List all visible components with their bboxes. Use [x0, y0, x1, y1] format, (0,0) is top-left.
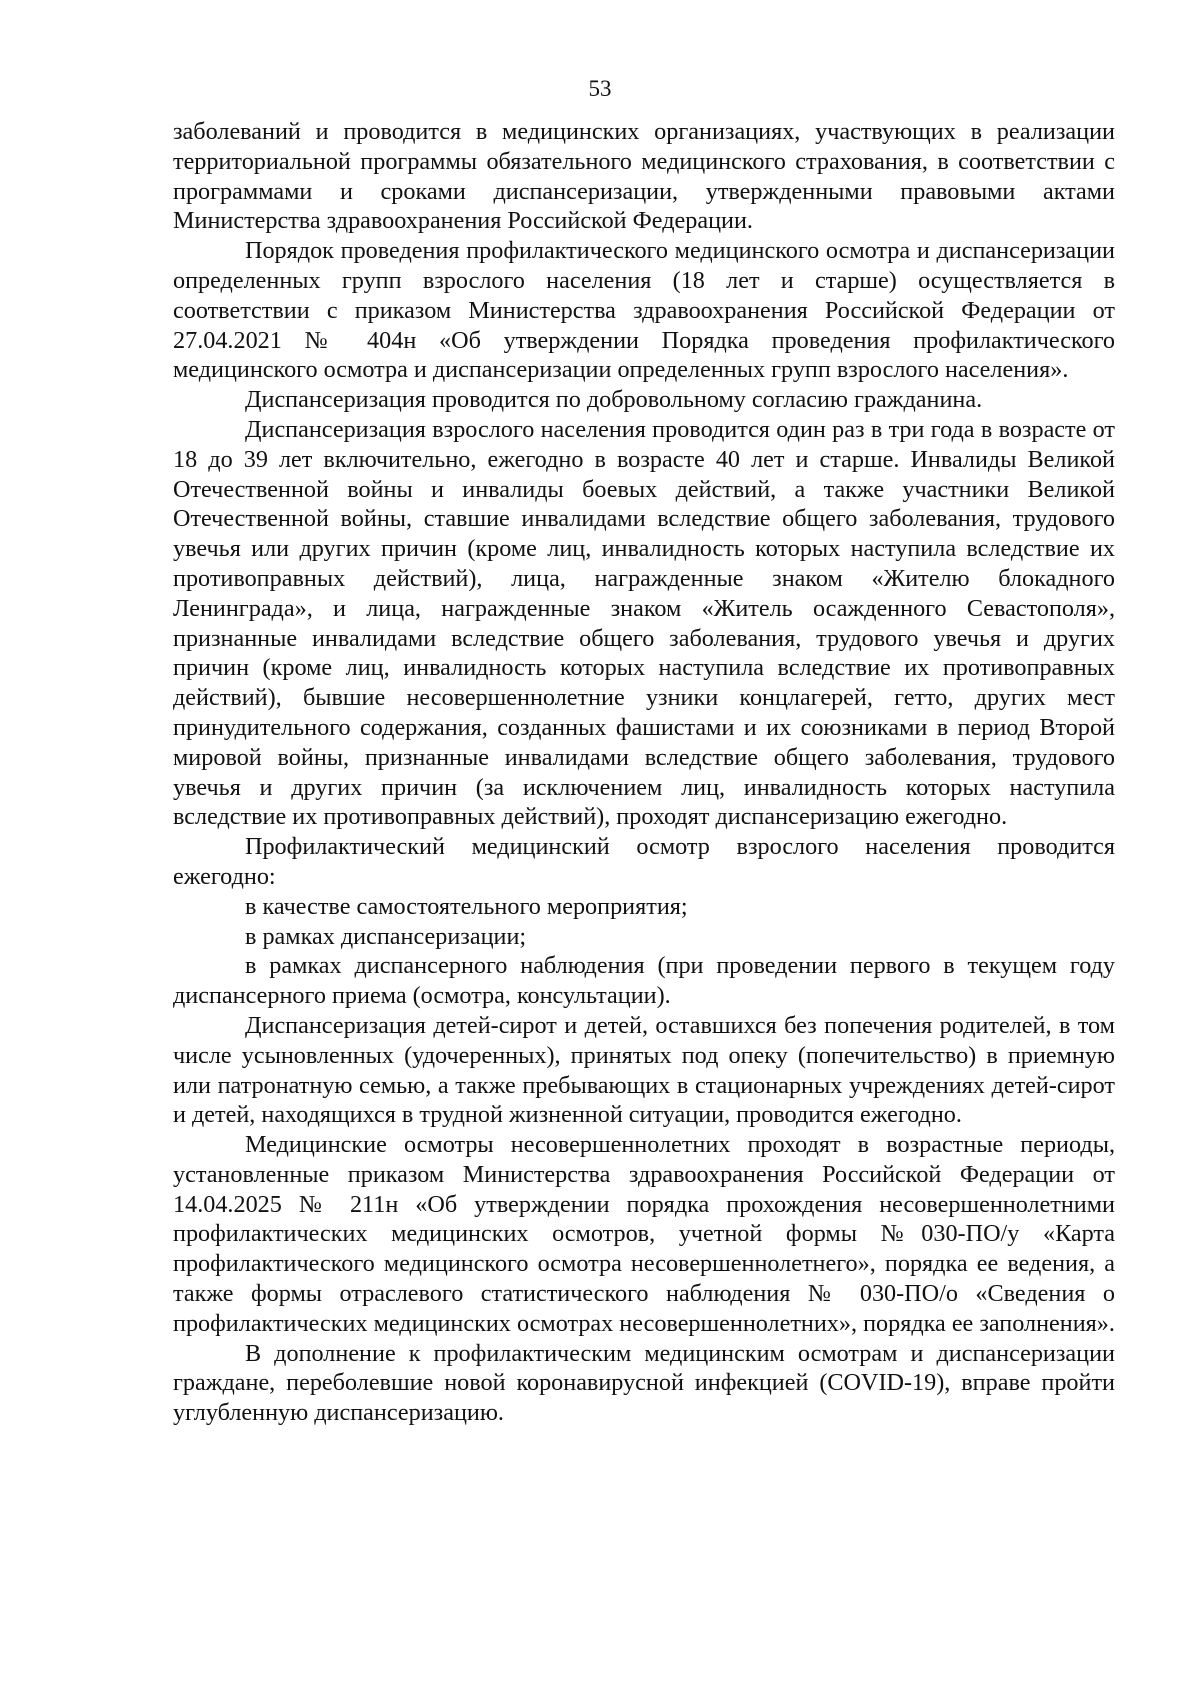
page-number: 53 — [588, 76, 612, 101]
paragraph-5: Профилактический медицинский осмотр взрослого населения проводится ежегодно: — [173, 833, 1115, 890]
paragraph-3: Диспансеризация проводится по добровольному согласию гражданина. — [245, 386, 983, 414]
paragraph-10: Медицинские осмотры несовершеннолетних проходят в возрастные периоды, установленные приказом Министерства здравоохранения Российской Федерации от 14.04.2025 № 211н «Об утверждении порядка прохождения несовершеннолетними профилактических медицинских осмотров, учетной формы №030-ПО/у «Карта профилактического медицинского осмотра несовершеннолетнего», порядка ее ведения, а также формы отраслевого статистического наблюдения № 030-ПО/о «Сведения о профилактических медицинских осмотрах несовершеннолетних», порядка ее заполнения». — [173, 1131, 1115, 1337]
paragraph-6: в качестве самостоятельного мероприятия; — [245, 892, 688, 920]
paragraph-8: в рамках диспансерного наблюдения (при проведении первого в текущем году диспансерного приема (осмотра, консультации). — [173, 952, 1115, 1010]
paragraph-2: Порядок проведения профилактического медицинского осмотра и диспансеризации определенных групп взрослого населения (18 лет и старше) осуществляется в соответствии с приказом Министерства здравоохранения Российской Федерации от 27.04.2021 № 404н «Об утверждении Порядка проведения профилактического медицинского осмотра и диспансеризации определенных групп взрослого населения». — [173, 237, 1115, 384]
paragraph-11: В дополнение к профилактическим медицинским осмотрам и диспансеризации граждане, переболевшие новой коронавирусной инфекцией (COVID-19), вправе пройти углубленную диспансеризацию. — [173, 1339, 1115, 1427]
paragraph-1: заболеваний и проводится в медицинских организациях, участвующих в реализации территориальной программы обязательного медицинского страхования, в соответствии с программами и сроками диспансеризации, утвержденными правовыми актами Министерства здравоохранения Российской Федерации. — [173, 118, 1115, 235]
document-body — [173, 117, 1115, 1428]
paragraph-4: Диспансеризация взрослого населения проводится один раз в три года в возрасте от 18 до 39 лет включительно, ежегодно в возрасте 40 лет и старше. Инвалиды Великой Отечественной войны и инвалиды боевых действий, а также участники Великой Отечественной войны, ставшие инвалидами вследствие общего заболевания, трудового увечья или других причин (кроме лиц, инвалидность которых наступила вследствие их противоправных действий), лица, награжденные знаком «Жителю блокадного Ленинграда», и лица, награжденные знаком «Житель осажденного Севастополя», признанные инвалидами вследствие общего заболевания, трудового увечья и других причин (кроме лиц, инвалидность которых наступила вследствие их противоправных действий), бывшие несовершеннолетние узники концлагерей, гетто, других мест принудительного содержания, созданных фашистами и их союзниками в период Второй мировой войны, признанные инвалидами вследствие общего заболевания, трудового увечья и других причин (за исключением лиц, инвалидность которых наступила вследствие их противоправных действий), проходят диспансеризацию ежегодно. — [173, 415, 1115, 831]
paragraph-9: Диспансеризация детей-сирот и детей, оставшихся без попечения родителей, в том числе усыновленных (удочеренных), принятых под опеку (попечительство) в приемную или патронатную семью, а также пребывающих в стационарных учреждениях детей-сирот и детей, находящихся в трудной жизненной ситуации, проводится ежегодно. — [173, 1011, 1115, 1129]
paragraph-7: в рамках диспансеризации; — [245, 922, 527, 950]
